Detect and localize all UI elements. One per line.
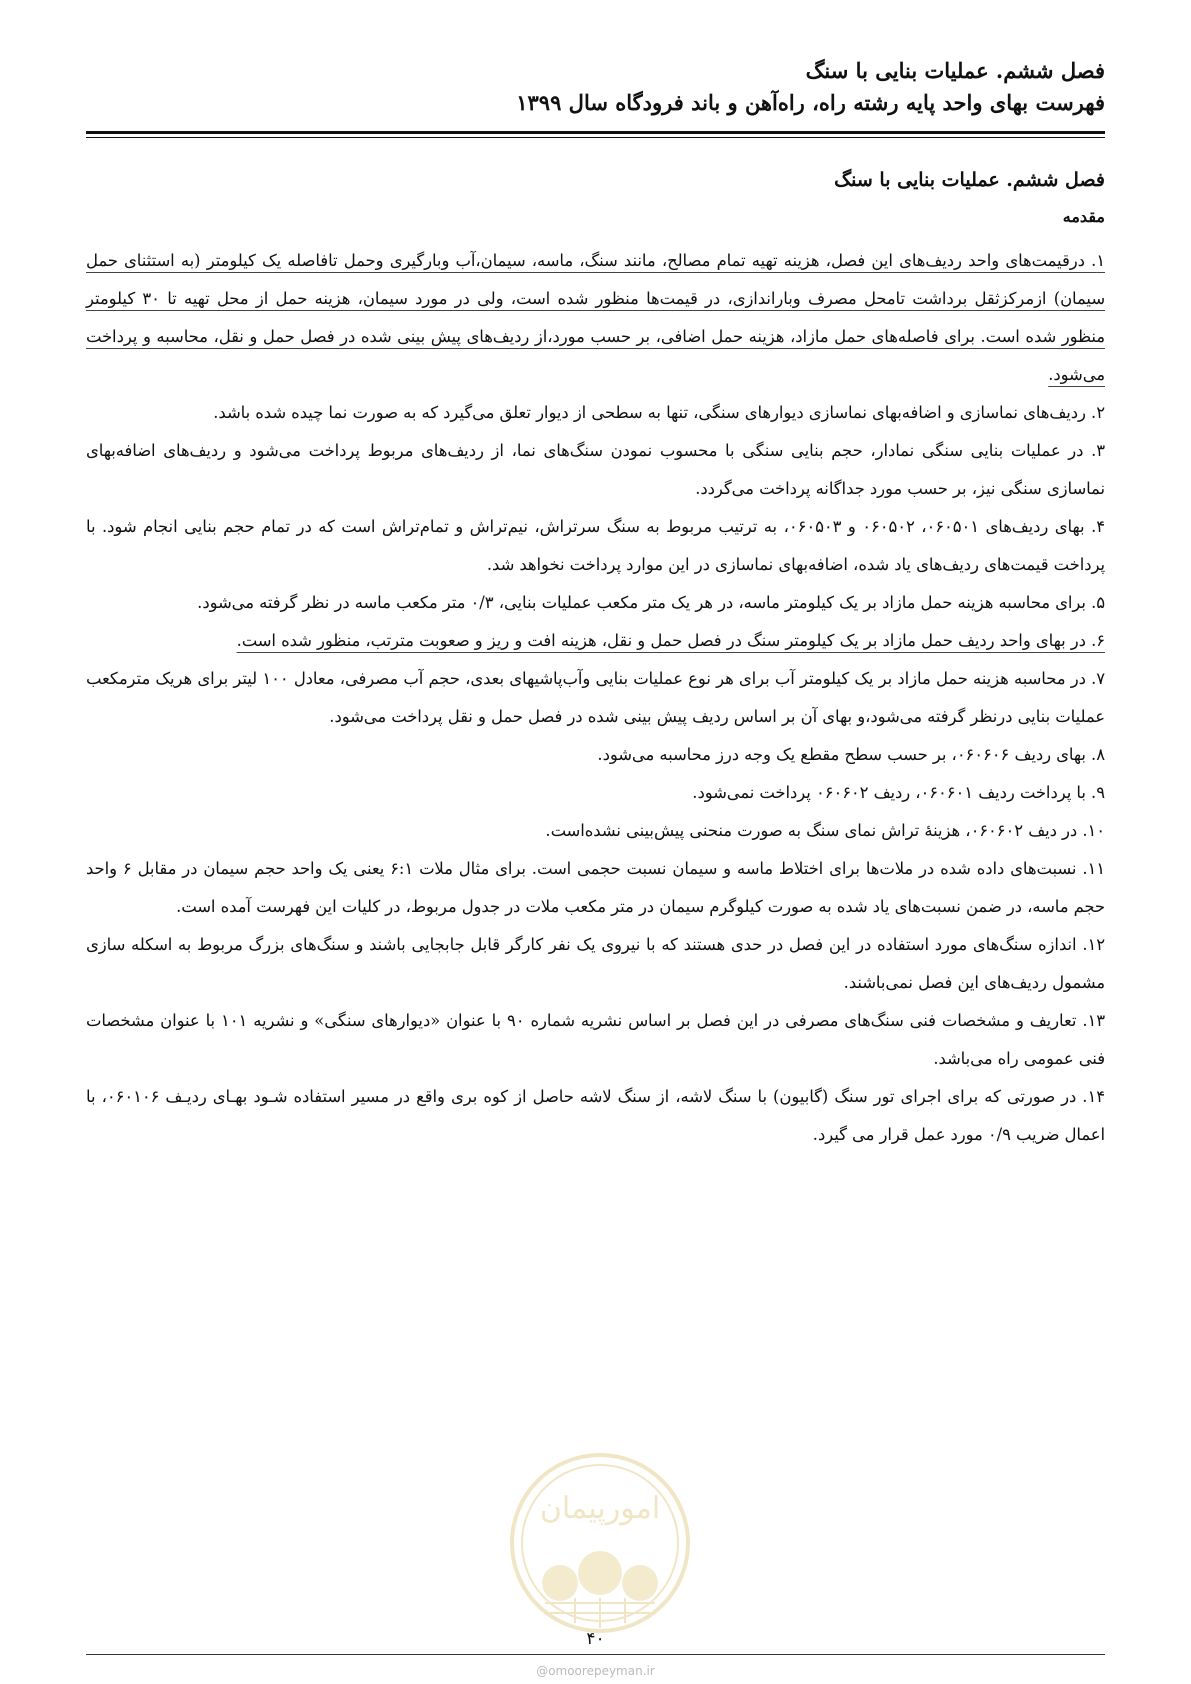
list-item bbox=[86, 812, 1105, 850]
list-item bbox=[86, 242, 1105, 394]
list-item-text: ۱۰. در دیف ۰۶۰۶۰۲، هزینهٔ تراش نمای سنگ به صورت منحنی پیش‌بینی نشده‌است. bbox=[545, 821, 1105, 840]
header-rule-thin bbox=[86, 137, 1105, 138]
list-item bbox=[86, 774, 1105, 812]
list-item-text: ۹. با پرداخت ردیف ۰۶۰۶۰۱، ردیف ۰۶۰۶۰۲ پرداخت نمی‌شود. bbox=[692, 783, 1105, 802]
list-item-text: ۵. برای محاسبه هزینه حمل مازاد بر یک کیلومتر ماسه، در هر یک متر مکعب عملیات بنایی، ۰/۳ متر مکعب ماسه در نظر گرفته می‌شود. bbox=[197, 593, 1105, 612]
header-document-title: فهرست بهای واحد پایه رشته راه، راه‌آهن و باند فرودگاه سال ۱۳۹۹ bbox=[516, 90, 1105, 115]
watermark-logo-text: امورپیمان bbox=[539, 1491, 661, 1526]
footer-rule bbox=[86, 1654, 1105, 1655]
list-item-text: ۳. در عملیات بنایی سنگی نمادار، حجم بنایی سنگی با محسوب نمودن سنگ‌های نما، از ردیف‌های مربوط پرداخت می‌شود و ردیف‌های اضافه‌بهای نماسازی سنگی نیز، بر حسب مورد جداگانه پرداخت می‌گردد. bbox=[86, 441, 1105, 498]
list-item bbox=[86, 850, 1105, 926]
list-item-text: ۴. بهای ردیف‌های ۰۶۰۵۰۱، ۰۶۰۵۰۲ و ۰۶۰۵۰۳، به ترتیب مربوط به سنگ سرتراش، نیم‌تراش و تمام‌تراش است که در تمام حجم بنایی انجام شود. با پرداخت قیمت‌های ردیف‌های یاد شده، اضافه‌بهای نماسازی در این موارد پرداخت نخواهد شد. bbox=[86, 517, 1105, 574]
watermark-site: @omoorepeyman.ir bbox=[536, 1664, 655, 1678]
list-item bbox=[86, 508, 1105, 584]
list-item-text: ۱۲. اندازه سنگ‌های مورد استفاده در این فصل در حدی هستند که با نیروی یک نفر کارگر قابل جابجایی باشند و سنگ‌های بزرگ مربوط به اسکله سازی مشمول ردیف‌های این فصل نمی‌باشند. bbox=[86, 935, 1105, 992]
page-number: ۴۰ bbox=[586, 1629, 605, 1649]
list-item bbox=[86, 394, 1105, 432]
list-item bbox=[86, 926, 1105, 1002]
list-item bbox=[86, 622, 1105, 660]
intro-label: مقدمه bbox=[1062, 207, 1105, 226]
list-item-text: ۷. در محاسبه هزینه حمل مازاد بر یک کیلومتر آب برای هر نوع عملیات بنایی وآب‌پاشیهای بعدی، حجم آب مصرفی، معادل ۱۰۰ لیتر برای هریک مترمکعب عملیات بنایی درنظر گرفته می‌شود،و بهای آن بر اساس ردیف پیش بینی شده در فصل حمل و نقل پرداخت می‌شود. bbox=[86, 669, 1105, 726]
list-item bbox=[86, 660, 1105, 736]
list-item-text: ۱۳. تعاریف و مشخصات فنی سنگ‌های مصرفی در این فصل بر اساس نشریه شماره ۹۰ با عنوان «دیوارهای سنگی» و نشریه ۱۰۱ با عنوان مشخصات فنی عمومی راه می‌باشد. bbox=[86, 1011, 1106, 1068]
list-item-text: ۶. در بهای واحد ردیف حمل مازاد بر یک کیلومتر سنگ در فصل حمل و نقل، هزینه افت و ریز و صعوبت مترتب، منظور شده است. bbox=[236, 631, 1105, 650]
list-item bbox=[86, 736, 1105, 774]
list-item-text: ۱. درقیمت‌های واحد ردیف‌های این فصل، هزینه تهیه تمام مصالح، مانند سنگ، ماسه، سیمان،آب وبارگیری وحمل تافاصله یک کیلومتر (به استثنای حمل سیمان) ازمرکزثقل برداشت تامحل مصرف وباراندازی، در قیمت‌ها منظور شده است، ولی در مورد سیمان، هزینه حمل از محل تهیه تا ۳۰ کیلومتر منظور شده است. برای فاصله‌های حمل مازاد، هزینه حمل اضافی، بر حسب مورد،از ردیف‌های پیش بینی شده در فصل حمل و نقل، محاسبه و پرداخت می‌شود. bbox=[86, 251, 1105, 384]
list-item bbox=[86, 1078, 1105, 1154]
section-title: فصل ششم. عملیات بنایی با سنگ bbox=[834, 169, 1105, 191]
list-item bbox=[86, 584, 1105, 622]
header-rule-thick bbox=[86, 131, 1105, 134]
list-item bbox=[86, 432, 1105, 508]
list-item-text: ۱۱. نسبت‌های داده شده در ملات‌ها برای اختلاط ماسه و سیمان نسبت حجمی است. برای مثال ملات ۶:۱ یعنی یک واحد حجم سیمان در مقابل ۶ واحد حجم ماسه، در ضمن نسبت‌های یاد شده به صورت کیلوگرم سیمان در متر مکعب ملات در جدول مربوط، در کلیات این فهرست آمده است. bbox=[86, 859, 1106, 916]
list-item-text: ۱۴. در صورتی که برای اجرای تور سنگ (گابیون) با سنگ لاشه، از سنگ لاشه حاصل از کوه بری واقع در مسیر استفاده شـود بهـای ردیـف ۰۶۰۱۰۶، با اعمال ضریب ۰/۹ مورد عمل قرار می گیرد. bbox=[86, 1087, 1105, 1144]
header-chapter-title: فصل ششم. عملیات بنایی با سنگ bbox=[805, 58, 1105, 83]
page-header bbox=[86, 56, 1105, 132]
watermark-logo bbox=[505, 1448, 695, 1638]
list-item bbox=[86, 1002, 1105, 1078]
list-item-text: ۲. ردیف‌های نماسازی و اضافه‌بهای نماسازی دیوارهای سنگی، تنها به سطحی از دیوار تعلق می‌گیرد که به صورت نما چیده شده باشد. bbox=[213, 403, 1105, 422]
list-item-text: ۸. بهای ردیف ۰۶۰۶۰۶، بر حسب سطح مقطع یک وجه درز محاسبه می‌شود. bbox=[597, 745, 1105, 764]
page-content bbox=[86, 166, 1105, 1154]
